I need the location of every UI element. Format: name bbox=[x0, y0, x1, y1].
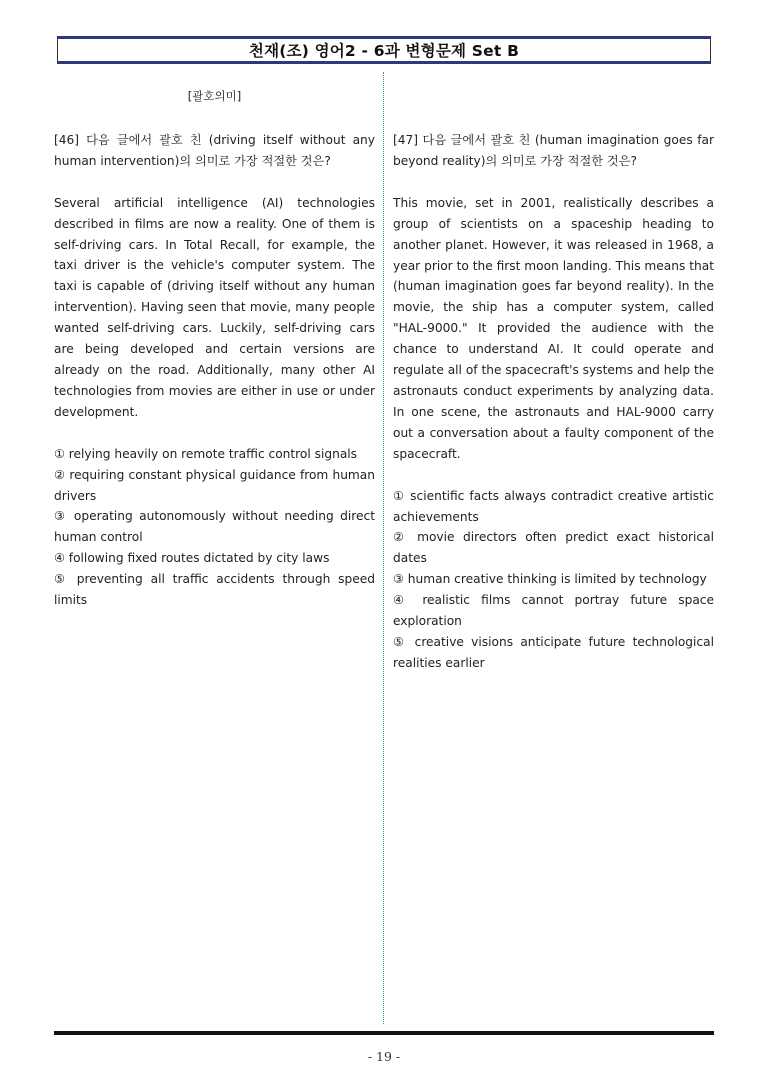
column-spacer bbox=[393, 86, 714, 130]
option-item: ③ human creative thinking is limited by technology bbox=[393, 572, 707, 587]
option-item: ① relying heavily on remote traffic control signals bbox=[54, 446, 358, 461]
question-46-prompt: [46] 다음 글에서 괄호 친 (driving itself without any human intervention)의 의미로 가장 적절한 것은? bbox=[54, 132, 375, 168]
left-column bbox=[54, 86, 375, 611]
option-item: ③ operating autonomously without needing direct human control bbox=[54, 509, 375, 545]
option-item: ④ realistic films cannot portray future space exploration bbox=[393, 593, 714, 629]
question-46-passage: Several artificial intelligence (AI) technologies described in films are now a reality. One of them is self-driving cars. In Total Recall, for example, the taxi driver is the vehicle's computer system. The taxi is capable of (driving itself without any human intervention). Having seen that movie, many people wanted self-driving cars. Luckily, self-driving cars are being developed and certain versions are already on the road. Additionally, many other AI technologies from movies are either in use or under development. bbox=[54, 195, 375, 419]
page-header bbox=[57, 36, 711, 64]
right-column bbox=[393, 86, 714, 674]
section-label: [괄호의미] bbox=[187, 89, 242, 103]
question-46-options bbox=[54, 444, 375, 611]
footer-rule bbox=[54, 1031, 714, 1035]
column-divider bbox=[383, 72, 384, 1024]
option-item: ② requiring constant physical guidance from human drivers bbox=[54, 467, 375, 503]
question-47-passage: This movie, set in 2001, realistically describes a group of scientists on a spaceship heading to another planet. However, it was released in 1968, a year prior to the first moon landing. This means that (human imagination goes far beyond reality). In the movie, the ship has a computer system, called "HAL-9000." It provided the audience with the chance to understand AI. It could operate and regulate all of the spacecraft's systems and help the astronauts conduct experiments by analyzing data. In one scene, the astronauts and HAL-9000 carry out a conversation about a faulty component of the spacecraft. bbox=[393, 195, 714, 461]
option-item: ④ following fixed routes dictated by city laws bbox=[54, 551, 330, 566]
question-47-options bbox=[393, 486, 714, 674]
option-item: ⑤ preventing all traffic accidents through speed limits bbox=[54, 572, 375, 608]
option-item: ⑤ creative visions anticipate future technological realities earlier bbox=[393, 634, 714, 670]
header-title: 천재(조) 영어2 - 6과 변형문제 Set B bbox=[248, 42, 520, 60]
question-47-prompt: [47] 다음 글에서 괄호 친 (human imagination goes far beyond reality)의 의미로 가장 적절한 것은? bbox=[393, 133, 714, 168]
option-item: ② movie directors often predict exact historical dates bbox=[393, 530, 714, 566]
page-number: - 19 - bbox=[367, 1049, 401, 1064]
option-item: ① scientific facts always contradict creative artistic achievements bbox=[393, 488, 714, 524]
